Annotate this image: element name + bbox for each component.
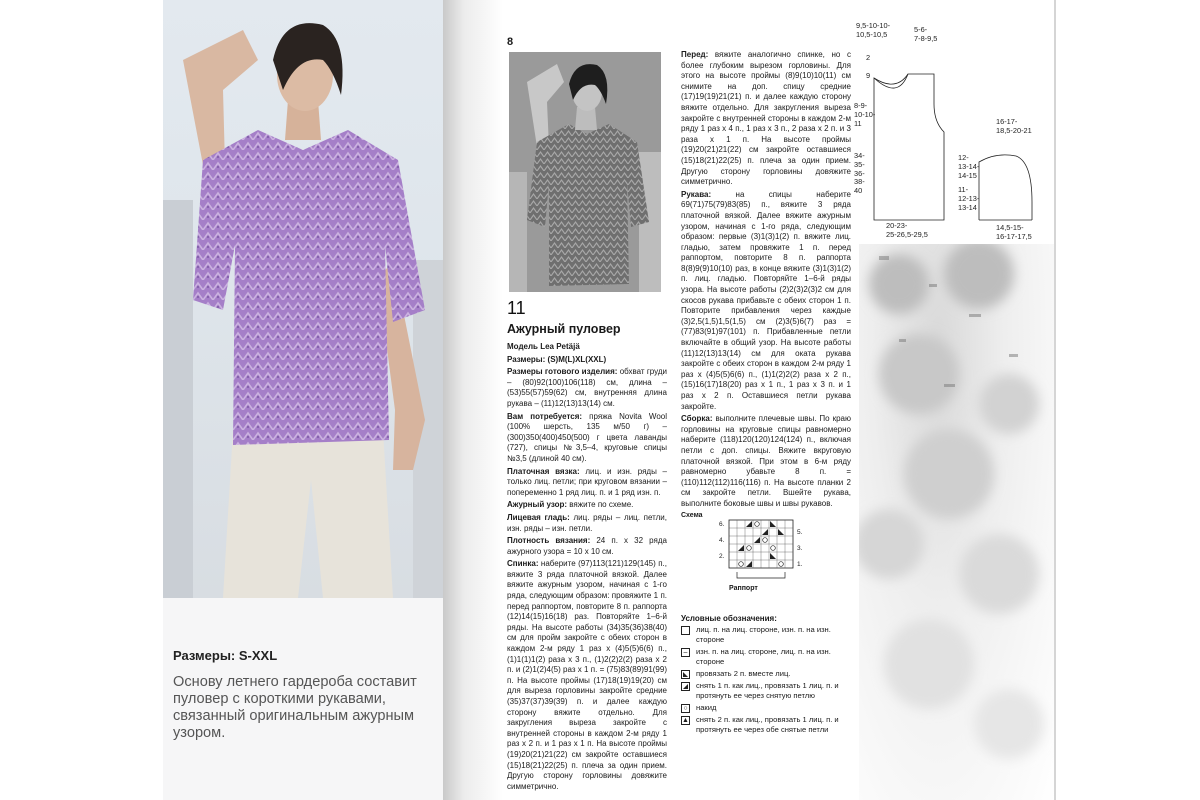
instructions-column-1 [507,342,667,794]
legend-symbol-icon [681,670,690,679]
col1-paragraph-label: Ажурный узор: [507,500,568,510]
legend-text: провязать 2 п. вместе лиц. [696,669,791,678]
size-schematic [854,21,1056,247]
col1-paragraph-label: Вам потребуется: [507,411,583,421]
schematic-label-sleeve-top: 16-17- 18,5-20-21 [996,117,1032,135]
schematic-label-nine: 9 [866,71,871,80]
legend-item [681,625,851,645]
col2-paragraph-text: выполните плечевые швы. По краю горловины на круговые спицы равномерно наберите (118)120(120)124(124) п., включая петли с доп. спицы. Вяжите вкруговую платочной вязкой. При этом в 6-м ряду равномерно убавьте 8 п. = (110)112(112)116(116) п. На высоте планки 2 см закройте петли. Вшейте рукава, выполните боковые швы и швы рукавов. [681,414,851,508]
col2-paragraph-text: вяжите аналогично спинке, но с более глубоким вырезом горловины. Для этого на высоте проймы (8)9(10)10(11) см снимите на доп. спицу средние (17)19(19)21(21) п. и далее каждую сторону вяжите отдельно. Для закругления выреза закройте с внутренней стороны в каждом 2-м ряду 1 раз х 4 п., 1 раз х 3 п., 2 раза х 2 п. и 3 раза х 1 п. На высоте проймы (19)20(21)21(22) см закройте оставшиеся (15)18(21)22(25) п. плеча за один прием. Другую сторону горловины довяжите симметрично. [681,50,851,187]
chart-grid [681,510,851,610]
col1-paragraph [507,513,667,534]
blank-margin [1056,0,1200,800]
col2-paragraph [681,190,851,412]
legend-text: изн. п. на лиц. стороне, лиц. п. на изн. стороне [696,647,831,666]
chart-legend [681,614,851,737]
schematic-label-sleeve-left1: 12- 13-14- 14-15 [958,153,980,180]
legend-symbol-icon [681,626,690,635]
legend-item [681,647,851,667]
left-text-block [163,598,443,800]
col1-paragraph-text: вяжите по схеме. [567,500,634,510]
stitch-chart [681,510,851,610]
sizes-line: Размеры: (S)M(L)XL(XXL) [507,354,607,364]
col1-paragraph-text: 24 п. х 32 ряда ажурного узора = 10 х 10 см. [507,536,667,556]
intro-paragraph: Основу летнего гардероба составит пуловер с короткими рукавами, связанный оригинальным ажурным узором. [173,674,417,741]
col2-paragraph-label: Рукава: [681,189,712,199]
rapport-label: Раппорт [729,585,758,592]
legend-item [681,669,851,679]
legend-item [681,703,851,713]
schematic-label-bottom: 20-23- 25-26,5-29,5 [886,221,928,239]
col1-paragraph [507,500,667,511]
right-page [503,0,1056,800]
schematic-label-left-low: 34- 35- 36- 38- 40 [854,151,865,196]
col1-paragraph-label: Плотность вязания: [507,536,591,546]
col1-paragraph [507,467,667,499]
chart-row-3: 3. [797,545,803,552]
instructions-column-2 [681,50,851,512]
schematic-label-top-right: 5-6- 7-8-9,5 [914,25,938,43]
sizes-headline: Размеры: S-XXL [173,648,278,663]
left-page [163,0,443,800]
chart-row-1: 1. [797,561,803,568]
schematic-label-left-mid: 8-9- 10-10- 11 [854,101,876,128]
model-photo-bw [509,52,661,292]
col1-paragraph-label: Платочная вязка: [507,466,580,476]
col1-paragraph-text: обхват груди – (80)92(100)106(118) см, длина – (53)55(57)59(62) см, внутренняя длина рукава – (11)12(13)13(14) см. [507,367,667,408]
model-photo-small [509,52,661,292]
schematic-label-top-left: 9,5-10-10- 10,5-10,5 [856,21,891,39]
col2-paragraph-label: Сборка: [681,414,713,424]
col2-paragraph [681,414,851,509]
scan-artifact-panel [859,244,1056,800]
scan-noise [859,244,1056,800]
schematic-drawing [856,52,1056,247]
schematic-label-sleeve-left2: 11- 12-13- 13-14 [958,185,980,212]
legend-text: накид [696,703,717,712]
pattern-title: Ажурный пуловер [507,322,621,336]
model-photo-large [163,0,443,598]
col1-paragraph-text: наберите (97)113(121)129(145) п., вяжите 3 ряда платочной вязкой. Далее вяжите ажурным узором, начиная с 1-го ряда, следующим образом: провяжите 1 п. перед раппортом, повторите 8 п. раппорта (12)14(15)16(18) раз. Повторяйте 1–6-й ряды. На высоте работы (34)35(36)38(40) см для пройм закройте с обеих сторон в каждом 2-м ряду 1 раз х (4)5(5)6(6) п., (1)1(1)1(2) раза х 3 п., (1)2(2)2(2) раза х 2 п. и (2)1(2)4(5) раз х 1 п. = (75)83(89)91(99) п. На высоте проймы (17)18(19)19(20) см для выреза горловины закройте средние (35)37(37)39(39) п. и далее каждую сторону вяжите отдельно. Для закругления выреза закройте с внутренней стороны в каждом 2-м ряду 1 раз х 2 п. и 1 раз х 1 п. На высоте проймы (19)20(21)21(22) см закройте оставшиеся (15)18(21)22(25) п. плеча за один прием. Другую сторону горловины довяжите симметрично. [507,559,667,791]
legend-symbol-icon: – [681,648,690,657]
page-number: 8 [507,36,514,48]
legend-symbol-icon: ▲ [682,717,689,724]
col1-paragraph-label: Размеры готового изделия: [507,367,618,377]
col1-paragraph [507,536,667,557]
chart-row-2: 2. [719,553,725,560]
col1-paragraph-text: лиц. и изн. ряды – только лиц. петли; при круговом вязании – попеременно 1 ряд лиц. п. и 1 ряд изн. п. [507,466,668,497]
legend-text: снять 2 п. как лиц., провязать 1 лиц. п. и протянуть ее через обе снятые петли [696,715,839,734]
col1-paragraph [507,412,667,465]
col2-paragraph-text: на спицы наберите 69(71)75(79)83(85) п., вяжите 3 ряда платочной вязкой. Далее вяжите ажурным узором, начиная с 1-го ряда, следующим образом: первые (3)1(3)1(2) п. вяжите лиц. гладью, затем провяжите 1 п. перед раппортом, повторите 8 п. раппорта 8(8)9(9)10(10) раз, в конце вяжите (3)1(3)1(2) п. лиц. гладью. Повторяйте 1–6-й ряды узора. На высоте работы (2)2(3)2(3)2 см для скосов рукава прибавьте с обеих сторон 1 п. Повторите прибавления через каждые (3)2,5(1,5)1,5(1,5) см (2)3(5)6(7) раз = (77)83(91)97(101) п. Прибавленные петли включайте в общий узор. На высоте работы (11)12(13)13(14) см для оката рукава закройте с обеих сторон в каждом 2-м ряду 1 раз х (4)5(5)6(6) п., (1)1(2)2(2) раза х 2 п., (15)16(17)18(20) раз х 1 п., 1 раз х 3 п. и 1 раз х 2 п. Оставшиеся петли рукава закройте. [681,189,851,411]
model-credit: Модель Lea Petäjä [507,342,580,351]
book-spine [443,0,503,800]
schematic-label-sleeve-bottom: 14,5-15- 16-17-17,5 [996,223,1032,241]
model-illustration [163,0,443,598]
col1-paragraph [507,367,667,409]
legend-items [681,625,851,735]
chart-title: Схема [681,512,703,519]
chart-row-6: 6. [719,521,725,528]
col2-paragraph [681,50,851,188]
legend-text: лиц. п. на лиц. стороне, изн. п. на изн. стороне [696,625,831,644]
column-2-paragraphs [681,50,851,510]
col1-paragraph-text: лиц. ряды – лиц. петли, изн. ряды – изн. петли. [507,512,667,533]
column-1-paragraphs [507,367,667,792]
chart-row-4: 4. [719,537,725,544]
schematic-label-two: 2 [866,53,871,62]
pattern-number: 11 [507,298,526,318]
chart-row-5: 5. [797,529,803,536]
legend-text: снять 1 п. как лиц., провязать 1 лиц. п. и протянуть ее через снятую петлю [696,681,839,700]
col1-paragraph [507,559,667,792]
col2-paragraph-label: Перед: [681,50,709,59]
col1-paragraph-label: Лицевая гладь: [507,512,570,522]
col1-paragraph-label: Спинка: [507,559,539,569]
legend-item [681,715,851,735]
col1-paragraph-text: пряжа Novita Wool (100% шерсть, 135 м/50 г) – (300)350(400)450(500) г цвета лаванды (727), спицы №3,5–4, круговые спицы №3,5 (длиной 40 см). [507,411,668,463]
legend-symbol-icon: ○ [681,704,690,713]
legend-title: Условные обозначения: [681,614,777,623]
legend-item [681,681,851,701]
legend-symbol-icon [681,682,690,691]
